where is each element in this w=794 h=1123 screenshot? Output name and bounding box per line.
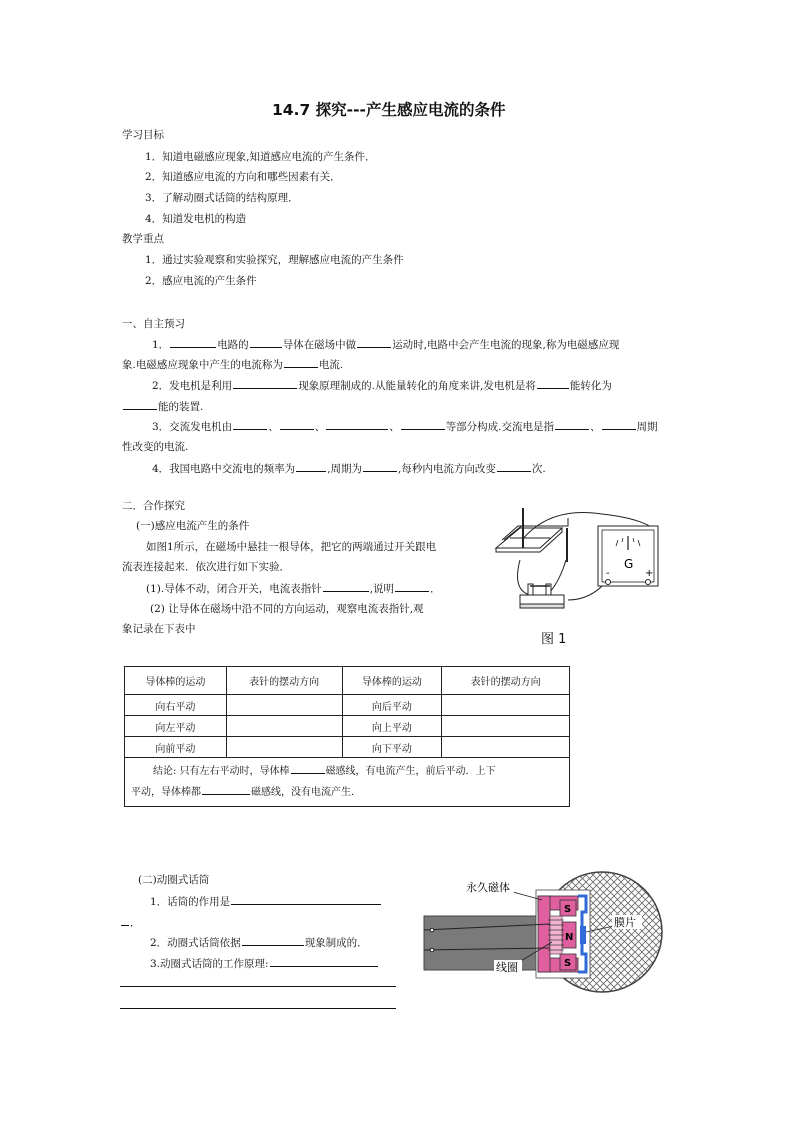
magnet-n-label: N — [565, 932, 574, 943]
magnet-s-label-bottom: S — [564, 958, 572, 969]
blank[interactable] — [233, 418, 267, 430]
table-cell-answer[interactable] — [226, 716, 342, 737]
preview-q3-line2: 性改变的电流. — [122, 441, 189, 453]
table-header: 导体棒的运动 — [125, 667, 227, 695]
minus-terminal-label: - — [606, 568, 610, 579]
goal-item: 4．知道发电机的构造 — [145, 213, 247, 225]
blank[interactable] — [202, 783, 250, 795]
preview-q3-line1: 3．交流发电机由 、 、 、 等部分构成.交流电是指 、 周期 — [152, 418, 658, 434]
blank[interactable] — [231, 893, 381, 905]
table-header: 表针的摆动方向 — [442, 667, 570, 695]
blank[interactable] — [121, 914, 129, 926]
explore-step1: (1).导体不动，闭合开关，电流表指针 ,说明 ． — [146, 580, 441, 596]
blank[interactable] — [284, 356, 318, 368]
blank[interactable] — [296, 460, 326, 472]
table-cell-answer[interactable] — [442, 695, 570, 716]
explore-subheading: (一)感应电流产生的条件 — [136, 520, 250, 532]
focus-item: 2．感应电流的产生条件 — [145, 275, 257, 287]
preview-q4: 4．我国电路中交流电的频率为 ,周期为 ,每秒内电流方向改变 次. — [152, 460, 546, 476]
plus-terminal-label: + — [645, 568, 654, 579]
answer-line[interactable] — [120, 986, 396, 987]
blank[interactable] — [395, 580, 429, 592]
blank[interactable] — [291, 762, 325, 774]
table-cell: 向下平动 — [342, 737, 442, 758]
table-cell-answer[interactable] — [226, 695, 342, 716]
preview-q2-line2: 能的装置. — [122, 398, 203, 414]
table-cell: 向后平动 — [342, 695, 442, 716]
blank[interactable] — [170, 336, 216, 348]
table-cell: 向右平动 — [125, 695, 227, 716]
explore-paragraph: 流表连接起来．依次进行如下实验． — [122, 561, 290, 573]
preview-q1-line2: 象.电磁感应现象中产生的电流称为 电流. — [122, 356, 343, 372]
magnet-s-label-top: S — [564, 904, 572, 915]
mic-q1-end: ． — [120, 914, 141, 930]
table-header: 表针的摆动方向 — [226, 667, 342, 695]
goal-item: 2．知道感应电流的方向和哪些因素有关． — [145, 171, 341, 183]
permanent-magnet-label: 永久磁体 — [466, 881, 510, 894]
explore-step2-cont: 象记录在下表中 — [122, 623, 196, 635]
membrane-label: 膜片 — [614, 916, 636, 929]
goals-heading: 学习目标 — [122, 129, 164, 141]
preview-q1-line1: 1． 电路的 导体在磁场中做 运动时,电路中会产生电流的现象,称为电磁感应现 — [152, 336, 619, 352]
blank[interactable] — [555, 418, 589, 430]
blank[interactable] — [242, 934, 304, 946]
table-conclusion: 结论: 只有左右平动时，导体棒 磁感线，有电流产生，前后平动．上下 平动，导体棒都 磁感线，没有电流产生． — [125, 758, 570, 807]
goal-item: 1．知道电磁感应现象,知道感应电流的产生条件． — [145, 151, 376, 163]
table-cell: 向左平动 — [125, 716, 227, 737]
blank[interactable] — [323, 580, 369, 592]
blank[interactable] — [357, 336, 391, 348]
table-header: 导体棒的运动 — [342, 667, 442, 695]
explore-paragraph: 如图1所示，在磁场中悬挂一根导体，把它的两端通过开关跟电 — [146, 541, 437, 553]
blank[interactable] — [602, 418, 636, 430]
table-row — [125, 695, 570, 716]
blank[interactable] — [401, 418, 445, 430]
preview-q2-line1: 2．发电机是利用 现象原理制成的.从能量转化的角度来讲,发电机是将 能转化为 — [152, 377, 612, 393]
blank[interactable] — [497, 460, 531, 472]
figure-1-apparatus — [490, 500, 670, 630]
focus-heading: 教学重点 — [122, 233, 164, 245]
table-cell: 向前平动 — [125, 737, 227, 758]
page-title: 14.7 探究---产生感应电流的条件 — [272, 101, 506, 119]
microphone-diagram — [418, 868, 668, 1008]
focus-item: 1．通过实验观察和实验探究，理解感应电流的产生条件 — [145, 254, 404, 266]
mic-q3: 3.动圈式话筒的工作原理: — [150, 955, 379, 971]
observation-table — [124, 666, 570, 807]
blank[interactable] — [233, 377, 297, 389]
galvanometer-label: G — [624, 557, 634, 571]
table-cell-answer[interactable] — [226, 737, 342, 758]
explore-step2: (2) 让导体在磁场中沿不同的方向运动，观察电流表指针,观 — [150, 603, 424, 615]
goal-item: 3．了解动圈式话筒的结构原理． — [145, 192, 299, 204]
preview-heading: 一、自主预习 — [122, 318, 185, 330]
answer-line[interactable] — [120, 1008, 396, 1009]
table-cell-answer[interactable] — [442, 716, 570, 737]
mic-q1: 1．话筒的作用是 — [150, 893, 382, 909]
blank[interactable] — [250, 336, 282, 348]
table-header-row — [125, 667, 570, 695]
table-row — [125, 716, 570, 737]
blank[interactable] — [537, 377, 569, 389]
explore-heading: 二．合作探究 — [122, 500, 185, 512]
table-row — [125, 737, 570, 758]
mic-heading: (二)动圈式话筒 — [138, 874, 210, 886]
blank[interactable] — [270, 955, 378, 967]
coil-label: 线圈 — [496, 961, 518, 974]
blank[interactable] — [326, 418, 388, 430]
blank[interactable] — [123, 398, 157, 410]
mic-q2: 2．动圈式话筒依据 现象制成的． — [150, 934, 368, 950]
blank[interactable] — [363, 460, 397, 472]
table-conclusion-row — [125, 758, 570, 807]
blank[interactable] — [280, 418, 314, 430]
table-cell: 向上平动 — [342, 716, 442, 737]
table-cell-answer[interactable] — [442, 737, 570, 758]
figure-caption: 图 1 — [541, 632, 567, 647]
